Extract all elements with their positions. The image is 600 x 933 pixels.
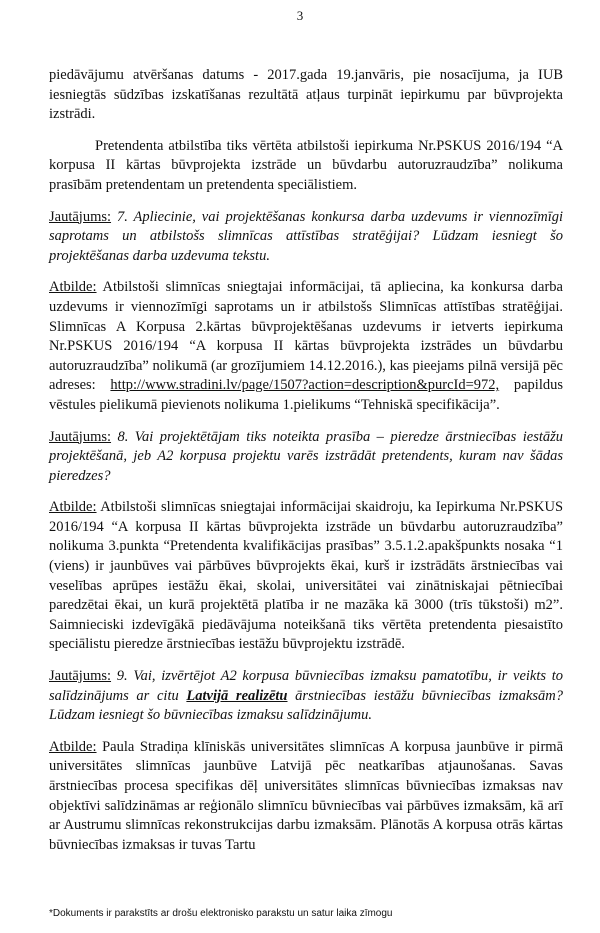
- question-9: [49, 667, 563, 726]
- paragraph-opening: piedāvājumu atvēršanas datums - 2017.gada 19.janvāris, pie nosacījuma, ja IUB iesniegtās sūdzības izskatīšanas rezultātā atļaus turpināt iepirkumu par būvprojekta izstrādi.: [49, 67, 563, 123]
- question-label: Jautājums:: [49, 668, 112, 685]
- question-8: [49, 428, 563, 487]
- question-9-text: 9. Vai, izvērtējot A2 korpusa būvniecības izmaksu pamatotību, ir veikts to salīdzinājums ar citu: [49, 668, 564, 704]
- question-label: Jautājums:: [49, 428, 112, 445]
- question-9-text-end: ārstniecības iestāžu būvniecības izmaksām? Lūdzam iesniegt šo būvniecības izmaksu salīdzinājumu.: [49, 687, 564, 724]
- answer-7-text-end: papildus vēstules pielikumā pievienots nolikuma 1.pielikums “Tehniskā specifikācija”.: [49, 377, 563, 413]
- answer-9: [49, 738, 563, 856]
- signature-footnote: *Dokuments ir parakstīts ar drošu elektronisko parakstu un satur laika zīmogu: [49, 908, 393, 919]
- answer-label: Atbilde:: [49, 499, 97, 516]
- answer-9-text: Paula Stradiņa klīniskās universitātes slimnīcas A korpusa jaunbūve ir pirmā universitātes slimnīcas jaunbūve Latvijā pēc neatkarības atjaunošanas. Savas ārstniecības procesa specifikas dēļ universitātes slimnīcas būvniecības izmaksas nav objektīvi salīdzināmas ar reģionālo slimnīcu būvniecības vai pārbūves izmaksām, kā arī ar Austrumu slimnīcas rekonstrukcijas darbu izmaksām. Plānotās A korpusa otrās kārtas būvniecības izmaksas ir tuvas Tartu: [49, 738, 563, 853]
- question-8-text: 8. Vai projektētājam tiks noteikta prasība – pieredze ārstniecības iestāžu projektēšanā, jeb A2 korpusa projektu varēs izstrādāt pretendents, kuram nav šādas pieredzes?: [49, 428, 564, 484]
- document-body: [49, 66, 563, 867]
- answer-7: [49, 278, 563, 415]
- question-label: Jautājums:: [49, 208, 112, 225]
- answer-label: Atbilde:: [49, 279, 97, 296]
- page-number: 3: [296, 8, 304, 23]
- question-9-emphasis: Latvijā realizētu: [186, 687, 288, 704]
- tender-link[interactable]: http://www.stradini.lv/page/1507?action=description&purcId=972,: [110, 377, 500, 394]
- question-7-text: 7. Apliecinie, vai projektēšanas konkursa darba uzdevums ir viennozīmīgi saprotams un atbilstošs slimnīcas attīstības stratēģijai? Lūdzam iesniegt šo projektēšanas darba uzdevuma tekstu.: [49, 208, 564, 264]
- answer-8: [49, 498, 563, 655]
- paragraph-eligibility: Pretendenta atbilstība tiks vērtēta atbilstoši iepirkuma Nr.PSKUS 2016/194 “A korpusa II kārtas būvprojekta izstrāde un būvdarbu autoruzraudzība” nolikuma prasībām pretendentam un pretendenta speciālistiem.: [49, 137, 563, 193]
- question-7: [49, 208, 563, 267]
- answer-8-text: Atbilstoši slimnīcas sniegtajai informācijai skaidroju, ka Iepirkuma Nr.PSKUS 2016/194 “A korpusa II kārtas būvprojekta izstrāde un būvdarbu autoruzraudzība” nolikuma 3.punkta “Pretendenta kvalifikācijas prasības” 3.5.1.2.apakšpunkts nosaka “1 (viens) ir jaunbūves vai pārbūves būvprojekts ēkai, kurš ir izstrādāts ārstniecības vai veselības aprūpes iestāžu ēkai, skolai, universitātei vai zinātniskajai pētniecībai paredzētai ēkai, un kurā projektētā platība ir ne mazāka kā 3000 (trīs tūkstoši) m2”. Saimnieciski izdevīgākā piedāvājuma noteikšanā tiks vērtēta pretendenta piesaistīto speciālistu pieredze ārstniecības iestāžu būvprojektu izstrādē.: [49, 499, 564, 653]
- answer-7-text: Atbilstoši slimnīcas sniegtajai informācijai, tā apliecina, ka konkursa darba uzdevums ir viennozīmīgi saprotams un ir atbilstošs Slimnīcas attīstības stratēģijai. Slimnīcas A Korpusa 2.kārtas būvprojektēšanas uzdevums ir ietverts iepirkuma Nr.PSKUS 2016/194 “A korpusa II kārtas būvprojekta izstrādes un būvdarbu autoruzraudzība” nolikumā (ar grozījumiem 14.12.2016.), kas pieejams pilnā versijā pēc adreses:: [49, 279, 563, 394]
- answer-label: Atbilde:: [49, 738, 97, 755]
